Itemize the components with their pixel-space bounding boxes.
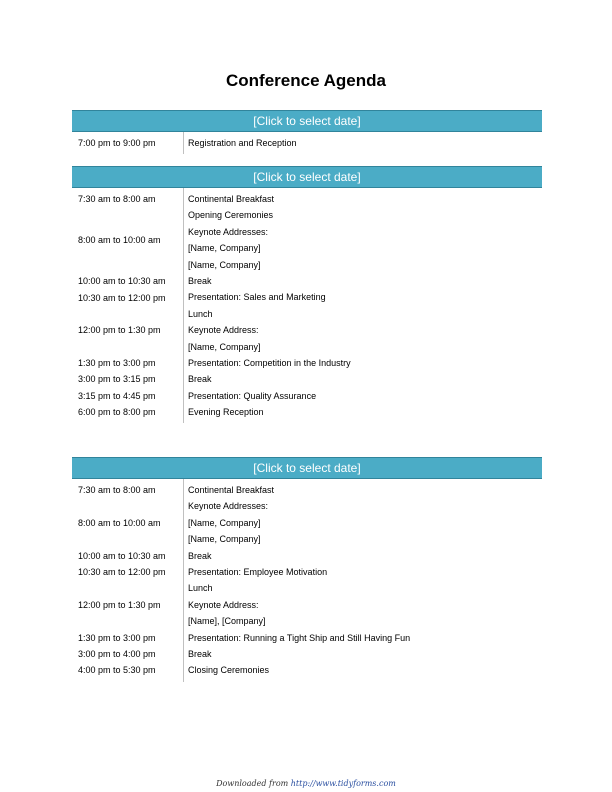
session-time: 12:00 pm to 1:30 pm bbox=[72, 306, 184, 355]
session-time: 7:30 am to 8:00 am bbox=[72, 191, 184, 207]
session-details bbox=[184, 207, 542, 273]
session-time: 12:00 pm to 1:30 pm bbox=[72, 580, 184, 629]
session-line: Break bbox=[188, 648, 212, 659]
session-details bbox=[184, 564, 542, 580]
session-time: 10:30 am to 12:00 pm bbox=[72, 564, 184, 580]
session-line: Opening Ceremonies bbox=[188, 210, 274, 221]
table-spacer bbox=[184, 420, 542, 423]
session-time: 7:30 am to 8:00 am bbox=[72, 482, 184, 498]
session-details bbox=[184, 580, 542, 629]
session-line: [Name, Company] bbox=[188, 517, 261, 528]
session-line: Keynote Addresses: bbox=[188, 226, 269, 237]
session-line: [Name, Company] bbox=[188, 243, 261, 254]
session-time: 6:00 pm to 8:00 pm bbox=[72, 404, 184, 420]
session-time: 8:00 am to 10:00 am bbox=[72, 207, 184, 273]
session-time: 3:00 pm to 4:00 pm bbox=[72, 646, 184, 662]
session-details bbox=[184, 371, 542, 387]
session-time: 8:00 am to 10:00 am bbox=[72, 498, 184, 547]
footer bbox=[0, 779, 612, 788]
session-line: Registration and Reception bbox=[188, 138, 297, 148]
session-line: [Name, Company] bbox=[188, 534, 261, 545]
footer-prefix: Downloaded from bbox=[216, 779, 289, 788]
session-details bbox=[184, 646, 542, 662]
agenda-table bbox=[72, 479, 542, 682]
session-line: Lunch bbox=[188, 583, 213, 594]
session-line: Presentation: Employee Motivation bbox=[188, 566, 328, 577]
session-details bbox=[184, 498, 542, 547]
session-details bbox=[184, 662, 542, 678]
session-line: Break bbox=[188, 275, 212, 286]
session-details bbox=[184, 482, 542, 498]
day-block-2 bbox=[72, 166, 542, 423]
session-line: Lunch bbox=[188, 308, 213, 319]
session-line: Continental Breakfast bbox=[188, 194, 275, 204]
session-time: 3:00 pm to 3:15 pm bbox=[72, 371, 184, 387]
date-select-header[interactable]: [Click to select date] bbox=[72, 457, 542, 479]
session-details bbox=[184, 135, 542, 151]
day-block-1 bbox=[72, 110, 542, 154]
session-details bbox=[184, 630, 542, 646]
session-line: [Name, Company] bbox=[188, 341, 261, 352]
session-details bbox=[184, 548, 542, 564]
session-time: 10:30 am to 12:00 pm bbox=[72, 289, 184, 305]
session-line: Presentation: Quality Assurance bbox=[188, 390, 317, 401]
day-block-3 bbox=[72, 457, 542, 682]
session-line: Continental Breakfast bbox=[188, 485, 275, 495]
date-select-header[interactable]: [Click to select date] bbox=[72, 110, 542, 132]
agenda-table bbox=[72, 132, 542, 154]
session-time: 1:30 pm to 3:00 pm bbox=[72, 630, 184, 646]
session-details bbox=[184, 273, 542, 289]
session-line: [Name], [Company] bbox=[188, 616, 266, 627]
session-line: Presentation: Sales and Marketing bbox=[188, 292, 326, 303]
session-line: Keynote Address: bbox=[188, 599, 259, 610]
session-line: Closing Ceremonies bbox=[188, 665, 270, 676]
session-details bbox=[184, 289, 542, 305]
session-time: 7:00 pm to 9:00 pm bbox=[72, 135, 184, 151]
session-line: [Name, Company] bbox=[188, 259, 261, 270]
table-spacer bbox=[72, 679, 184, 682]
session-line: Break bbox=[188, 374, 212, 385]
session-line: Presentation: Competition in the Industry bbox=[188, 357, 351, 368]
session-time: 10:00 am to 10:30 am bbox=[72, 548, 184, 564]
session-line: Keynote Address: bbox=[188, 325, 259, 336]
session-details bbox=[184, 388, 542, 404]
session-line: Evening Reception bbox=[188, 407, 264, 418]
session-details bbox=[184, 355, 542, 371]
table-spacer bbox=[72, 151, 184, 154]
table-spacer bbox=[184, 679, 542, 682]
session-details bbox=[184, 306, 542, 355]
session-line: Break bbox=[188, 550, 212, 561]
session-time: 1:30 pm to 3:00 pm bbox=[72, 355, 184, 371]
date-select-header[interactable]: [Click to select date] bbox=[72, 166, 542, 188]
session-line: Presentation: Running a Tight Ship and Still Having Fun bbox=[188, 632, 411, 643]
footer-link[interactable]: http://www.tidyforms.com bbox=[290, 779, 396, 788]
table-spacer bbox=[72, 420, 184, 423]
session-time: 10:00 am to 10:30 am bbox=[72, 273, 184, 289]
agenda-table bbox=[72, 188, 542, 423]
session-time: 4:00 pm to 5:30 pm bbox=[72, 662, 184, 678]
session-line: Keynote Addresses: bbox=[188, 501, 269, 512]
session-details bbox=[184, 191, 542, 207]
session-details bbox=[184, 404, 542, 420]
document-title: Conference Agenda bbox=[226, 71, 386, 90]
session-time: 3:15 pm to 4:45 pm bbox=[72, 388, 184, 404]
table-spacer bbox=[184, 151, 542, 154]
